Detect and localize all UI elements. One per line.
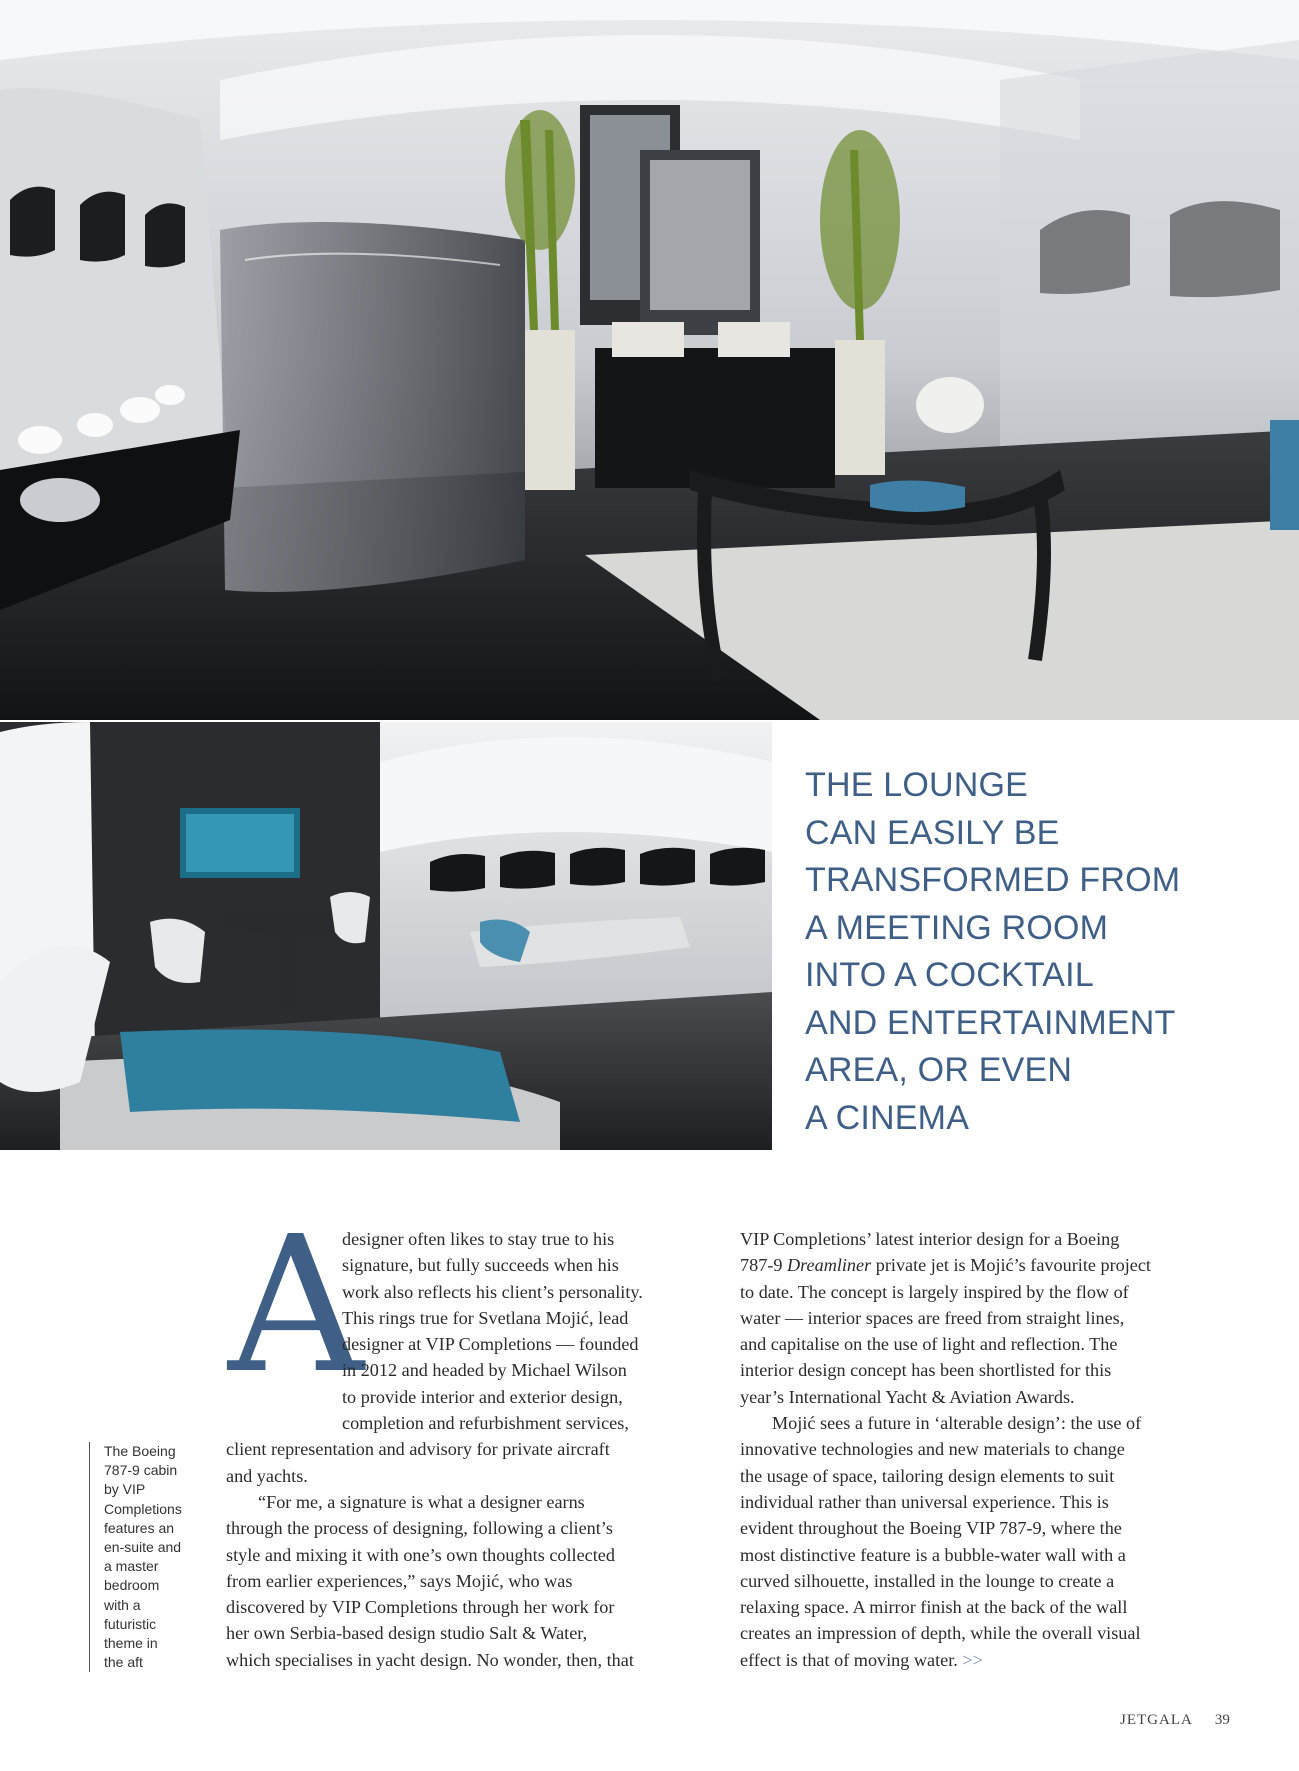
body-line: This rings true for Svetlana Mojić, lead [342,1307,629,1328]
body-line: the usage of space, tailoring design elements to suit [740,1465,1115,1486]
body-line: and yachts. [226,1465,308,1486]
body-line: signature, but fully succeeds when his [342,1255,619,1276]
pull-quote-line: A CINEMA [805,1098,970,1137]
body-line: completion and refurbishment services, [342,1413,629,1434]
caption-line: The Boeing [104,1443,176,1459]
body-line: designer at VIP Completions — founded [342,1334,639,1355]
caption-line: features an [104,1519,175,1536]
body-line: water — interior spaces are freed from straight lines, [740,1307,1125,1328]
continue-marker: >> [962,1649,983,1670]
pull-quote-line: A MEETING ROOM [805,908,1109,947]
body-line [740,1647,1230,1673]
body-line: “For me, a signature is what a designer earns [258,1491,585,1512]
caption-line: by VIP [104,1481,146,1498]
body-line: client representation and advisory for private aircraft [226,1439,610,1460]
lounge-image [0,722,772,1150]
pull-quote-line: AND ENTERTAINMENT [805,1003,1176,1042]
body-line: individual rather than universal experience. This is [740,1491,1109,1512]
photo-lounge [0,722,772,1150]
page-number: 39 [1214,1712,1230,1728]
caption-line: Completions [104,1500,182,1517]
body-line: curved silhouette, installed in the lounge to create a [740,1570,1115,1591]
page-footer [1120,1712,1230,1729]
body-line: discovered by VIP Completions through her work for [226,1597,615,1618]
body-line [740,1252,1230,1278]
pull-quote [805,762,1255,1142]
caption-line: 787-9 cabin [104,1462,178,1479]
body-line: year’s International Yacht & Aviation Awards. [740,1386,1075,1407]
aircraft-name: Dreamliner [786,1255,872,1276]
body-line: through the process of designing, following a client’s [226,1518,613,1539]
pull-quote-line: INTO A COCKTAIL [805,956,1094,994]
pull-quote-line: THE LOUNGE [805,766,1029,804]
body-line: to provide interior and exterior design, [342,1386,623,1407]
pull-quote-line: AREA, OR EVEN [805,1051,1073,1089]
image-caption [89,1442,214,1672]
body-line: style and mixing it with one’s own thoughts collected [226,1544,615,1565]
body-line: to date. The concept is largely inspired by the flow of [740,1281,1129,1302]
caption-line: bedroom [104,1577,160,1594]
caption-line: the aft [104,1654,143,1671]
caption-line: a master [104,1558,159,1575]
body-line: evident throughout the Boeing VIP 787-9, where the [740,1518,1122,1539]
body-line: Mojić sees a future in ‘alterable design’: the use of [772,1413,1142,1434]
body-text: private jet is Mojić’s favourite project [871,1255,1151,1276]
drop-cap: A [228,1196,364,1415]
body-line: creates an impression of depth, while the overall visual [740,1623,1141,1644]
caption-line: theme in [104,1635,158,1652]
caption-line: with a [104,1596,141,1613]
caption-line: futuristic [104,1615,157,1632]
body-line: from earlier experiences,” says Mojić, who was [226,1570,573,1591]
body-line: most distinctive feature is a bubble-water wall with a [740,1544,1126,1565]
body-line: designer often likes to stay true to his [342,1229,615,1249]
body-line: relaxing space. A mirror finish at the back of the wall [740,1597,1128,1618]
pull-quote-line: CAN EASILY BE [805,813,1060,852]
body-line: which specialises in yacht design. No wonder, then, that [226,1649,634,1670]
body-text: effect is that of moving water. [740,1649,958,1670]
ensuite-bathroom-image [0,0,1299,720]
article-column-left [226,1226,716,1673]
body-line: work also reflects his client’s personality. [342,1281,643,1302]
body-line: innovative technologies and new materials to change [740,1439,1125,1460]
body-line: and capitalise on the use of light and reflection. The [740,1334,1118,1355]
body-text: 787-9 [740,1255,787,1276]
body-line: in 2012 and headed by Michael Wilson [342,1360,627,1381]
body-line: her own Serbia-based design studio Salt & Water, [226,1623,588,1644]
magazine-name: JETGALA [1120,1712,1193,1728]
body-line: interior design concept has been shortlisted for this [740,1360,1112,1381]
caption-line: en-suite and [104,1539,182,1556]
body-line: VIP Completions’ latest interior design for a Boeing [740,1229,1120,1249]
article-column-right [740,1226,1230,1673]
pull-quote-line: TRANSFORMED FROM [805,861,1181,899]
photo-ensuite-bathroom [0,0,1299,720]
